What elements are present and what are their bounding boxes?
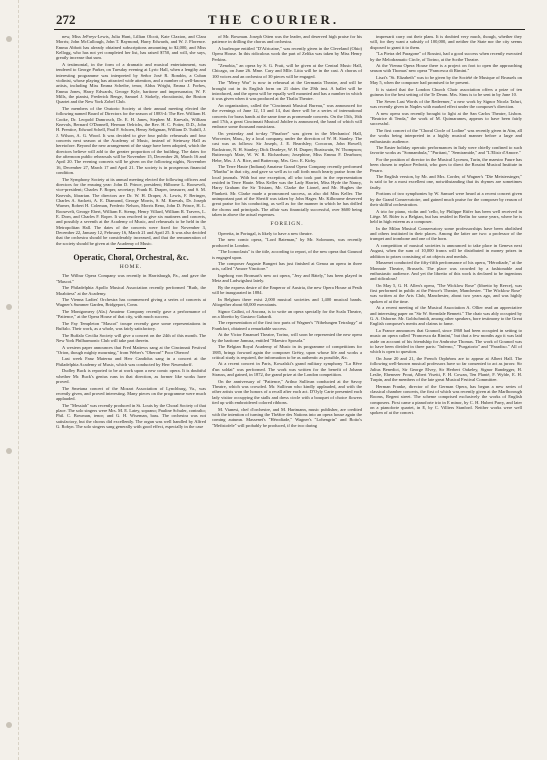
article-paragraph: "La Pietra del Paragone" of Rossini, had a good success when recently executed by the Melodramatic Circle, of Torino, at the Scribe Theatre. (370, 51, 522, 62)
col1-paragraphs (56, 34, 206, 246)
article-paragraph: On June 20 and 21, the French Orphéons are to appear at Albert Hall. The following well-known musical professors have so far consented to act as jurors: Sir Julius Benedict, Sir George Elvey, Sir Herbert Oakeley, Signor Randegger, H. Leslie, Ebenezer Prout, Albert Visetti, F. H. Cowan, Ten Planté, F. Wylde, E. H. Turpin, and the members of the late great Musical Festival Committee. (370, 355, 522, 383)
article-paragraph: At the Victor Emanuel Theatre, Torino, will soon be represented the new opera by the baritone Jamusa, entitled "Maestro Sposola." (212, 332, 362, 343)
article-paragraph: The new comic opera, "Lord Bateman," by Mr. Solomons, was recently produced in London. (212, 237, 362, 248)
section-subtitle-home: HOME. (119, 263, 143, 270)
article-paragraph: The representation of the first two parts of Wagner's "Nibelungen Tetralogy" at Frankfort, obtained a remarkable success. (212, 320, 362, 331)
binding-hole (6, 304, 12, 310)
article-paragraph: A testimonial, in the form of a dramatic and musical entertainment, was tendered to George Parker, on Tuesday evening at Lyric Hall, when a lengthy and interesting programme was interpreted by Señor José R. Rondón, a Cuban violinist, whose playing has attracted wide attention, and a number of well-known artists, including Miss Emma Scheibe, tenor, Aldus Wright, Emma J. Forbes, Emma Jones, Harry Edwards, George Kyle, baritone and impersonator, W. F. Mills, the pianist, Frederick Benge, Samuel J. Stokely, elocutionist, the Boston Quartet and the New York Zobel Club. (56, 61, 206, 105)
article-paragraph: The Symphony Society at its annual meeting elected the following officers and directors for the ensuing year: John D. Prince, president; Hilborne L. Roosevelt, vice-president; Charles F. Roper, secretary; Frank R. Draper, treasurer, and S. M. Knevals, librarian. The directors are Dr. W. H. Draper, A. Lewis, F. Beringer, Charles A. Sackett, A. E. Diamond, George Morris, S. M. Knevals, Dr. Joseph Warner, Robert H. Coleman, Frederic Nelson, Morris Reno, John D. Prince, H. L. Roosevelt, George Ebert, William E. Stemp, Henry Villard, William R. Travers, L. E. Dorn, and Charles F. Roper. It was resolved to give six matinees and concerts, and possibly a seventh at the Academy of Music, and rehearsals to be held in the Metropolitan Hall. The dates of the concerts were fixed for November 3, December 22, January 12, February 16, March 21 and April 25. It was also decided that the orchestra should be considerably increased, and that the remuneration of the society should be given at the Academy of Music. (56, 176, 206, 246)
article-paragraph: Ingeborg von Bronsart's new act opera, "Jery and Bätely," has been played in Metz and Ludwigslust lately. (212, 272, 362, 284)
article-paragraph: The members of the Oratorio Society at their annual meeting elected the following named Board of Directors for the season of 1883-4: The Rev. William H. Cooke, Dr. Leopold Damrosch, Dr. E. H. Janes, Stephen M. Knevals, William Knevals, Bernard O'Donnell, Herman Oelrichs, the Rev. H. C. Potter, D.D., John H. Prentice, Edward Schell, Paul F. Schoen, Henry Seligman, William D. Tuthill, J. J. Wilson, A. G. Wood. It was decided to give four public rehearsals and four concerts next season at the Academy of Music, instead of Steinway Hall as heretofore. Beyond the new arrangement of the stage have been adopted, which the directors believe will add to the greater proportion of the building. The dates for the afternoon public rehearsals will be November 15, December 26, March 16 and April 20. The evening concerts will be given on the following nights, November 16, December 27, March 17 and April 21. The society is in prosperous financial condition. (56, 105, 206, 175)
article-paragraph: The English version, by Mr. and Mrs. Corder, of Wagner's "Die Meistersinger," is said to be a most excellent one, notwithstanding that its rhymes are sometimes faulty. (370, 174, 522, 190)
article-paragraph: "Zenobia," an opera by S. G. Pratt, will be given at the Central Music Hall, Chicago, on June 26. Mme. Cary and Mlle. Litta will be in the cast. A chorus of 100 voices and an orchestra of 30 pieces will be engaged. (212, 63, 362, 79)
masthead: THE COURIER. (207, 12, 340, 27)
col2b-paragraphs (212, 231, 362, 428)
article-paragraph: An organization, called the "Cincinnati Musical Bureau," was announced for the evenings of June 12, 13 and 14, that there will be a series of international concerts for brass bands at the same time as promenade concerts. On the 15th, 16th and 17th, a great Cincinnati Musical Jubilee is announced, the band of which will embrace some thousand musicians. (212, 102, 362, 130)
article-paragraph: At a recent meeting of the Musical Association A. Ollier read an appreciative and interesting paper on "Sir W. Sterndale Bennett." The chair was ably occupied by G. A. Osborne. Mr. Goldschmidt, among other speakers, bore testimony to the Great English composer's merits and claims to fame. (370, 305, 522, 327)
article-paragraph: A new opera was recently brought to light at the San Carlos Theatre, Lisbon. "Beatrice di Tenda," the work of M. Quimarames, appears to have been fairly successful. (370, 110, 522, 127)
fold-line (18, 0, 19, 760)
article-paragraph: It is stated that the London Church Choir association offers a prize of ten guineas for the best setting of the Te Deum. Mrs. Sims is to be sent in by June 10. (370, 86, 522, 98)
article-paragraph: Signor Cailini, of Ancona, is to write an opera specially for the Scala Theatre, on a libretto by Gustavo Gabardi. (212, 308, 362, 319)
article-paragraph: The "Messiah" was recently produced in St. Louis by the Choral Society of that place. The solo singers were Mrs. M. E. Latey, soprano; Pauline Schuler, contralto; Phil. C. Bowman, tenor; and G. H. Wiseman, bass. The orchestra was not satisfactory, but the chorus did excellently. The organ was well handled by Alfred G. Robyn. The solo singers sang generally with good effect, especially in the case (56, 402, 206, 430)
binding-hole (6, 36, 12, 42)
article-paragraph: Liszt's "St. Elizabeth" was to be given by the Société de Musique of Brussels on May 5, when the composer had promised to be present. (370, 74, 522, 86)
article-paragraph: On May 5, G. H. Allen's opera, "The Wicklow Rose" (libretto by Reece), was first performed in public at the Prince's Theatre, Manchester. "The Wicklow Rose" was written at the Arts Club, Manchester, about two years ago, and was highly spoken of at the time. (370, 282, 522, 304)
article-paragraph: The Easter holiday operatic performances in Italy were chiefly confined to such favorite works as "Sonnambula," "Puritani," "Semiramide," and "L'Elisir d'Amore." (370, 145, 522, 156)
article-paragraph: Dudley Buck is reported to be at work upon a new comic opera. It is doubtful whether Mr. Buck's genius runs in that direction, as former like works have proved. (56, 368, 206, 384)
article-paragraph: The composer Auguste Bungert has just finished at Genoa an opera in three acts, called "Amore Vincitore." (212, 261, 362, 272)
section-title-operatic: Operatic, Choral, Orchestral, &c. (73, 252, 189, 262)
article-paragraph: The Smetana concert of the Mozart Association of Lynchburg, Va., was recently given, and proved interesting. Many pieces on the programme were much applauded. (56, 385, 206, 402)
article-paragraph: A trio for piano, violin and 'cello, by Philippe Rüfer has been well received in Liège. M. Rüfer is a Belgian, but has resided in Berlin for some years, where he is held in high esteem as a composer. (370, 208, 522, 225)
article-paragraph: Last week Fanz Materna and Herr Candidus sang in a concert at the Philadelphia Academy of Music, which was conducted by Herr Neuendorff. (56, 356, 206, 367)
article-paragraph: Herman Franke, director of the German Opera, has begun a new series of classical chamber concerts, the first of which was recently given at the Marlborough Rooms, Regent street. The scheme comprised exclusively the works of English composers. First came a pianoforte trio in E minor, by C. H. Hubert Parry, and later on a pianoforte quartet, in E, by C. Villiers Stanford. Neither works were well spoken of at the concert. (370, 383, 522, 416)
binding-hole (6, 722, 12, 728)
header-rule (54, 29, 525, 30)
article-paragraph: The Fay Templeton "Mascot" troupe recently gave some representations in Buffalo. Their work, as a whole, was fairly satisfactory. (56, 320, 206, 332)
article-paragraph: The Wilbur Opera Company was recently in Harrisburgh, Pa., and gave the "Mascot." (56, 273, 206, 284)
article-paragraph: The Seven Last Words of the Redeemer," a new work by Signor Nicola Tafuri, was recently given in Naples with marked effect under the composer's direction. (370, 98, 522, 110)
col1b-paragraphs (56, 273, 206, 429)
article-paragraph: At the Vienna Opera House there is a project on foot to open the approaching season with Thomas' new opera "Francesca di Rimini." (370, 63, 522, 74)
column-1 (56, 34, 206, 746)
article-paragraph: On the anniversary of "Patience," Arthur Sullivan conducted at the Savoy Theatre, which was crowded. Mr. Sullivan who kindly applauded, and with the other artists won the honors of a recall after each act. D'Oyly Carte presented each lady visitor occupying the stalls and dress circle with a bouquet of choice flowers tied up with embroidered colored ribbons. (212, 378, 362, 406)
separator (116, 248, 146, 249)
section-title-foreign: FOREIGN. (270, 221, 304, 228)
article-paragraph: Portions of two symphonies by W. Samuel were heard at a recent concert given by the Grand Conservatoire, and gained much praise for the composer by reason of their skillful orchestration. (370, 191, 522, 208)
article-paragraph: M. Vianesi, chef d'orchestre, and M. Hartmann, music publisher, are credited with the intention of turning the Théâtre des Nations into an opera house again the coming autumn. Massenet's "Hérodiade," Wagner's "Lohengrin" and Boito's "Mefistofele" will probably be produced, if the two daring (212, 406, 362, 428)
article-paragraph: Massenet conducted the fifty-fifth performance of his opera, "Hérodiade," at the Monnaie Theatre, Brussels. The place was crowded by a fashionable and enthusiastic audience. And yet the libretto of this work is declared to be ingenious and ridiculous! (370, 260, 522, 282)
article-paragraph: La France announces that Gounod, since 1868 had been occupied in setting to music an opera called "Francesca da Rimini," but that a few months ago it was laid aside on account of his friendship for Ambroise Thomas. The work of Gounod was to have been divided in three parts: "Inferno," "Purgatorio" and "Paradiso." All of which is open to question. (370, 327, 522, 355)
article-paragraph: In Belgium there exist 2,000 musical societies and 1,400 musical bands. Altogether about 60,000 executants. (212, 296, 362, 308)
article-paragraph: In the Milan Musical Conservatory some professorships have been abolished and others instituted in their places. Among the latter are two: a professor of the trumpet and trombone and one of the horn. (370, 225, 522, 242)
binding-hole (6, 448, 12, 454)
article-paragraph: The Belgian Royal Academy of Music in its programme of competitions for 1885, brings forward again the composer Grétry, upon whose life and works a critical study is required, the information to be as authentic as possible, &c. (212, 344, 362, 360)
article-paragraph: The Vienna Ladies' Orchestra has commenced giving a series of concerts at Wagner's Summer Garden, Bridgeport, Conn. (56, 297, 206, 308)
article-paragraph: The first concert of the "Choral Circle of Lodine" was recently given in Aim, all the works being interpreted in a highly musical manner before a large and enthusiastic audience. (370, 127, 522, 144)
article-paragraph: The Buffalo Cecilia Society will give a concert on the 24th of this month. The New York Philharmonic Club will take part therein. (56, 332, 206, 344)
column-3 (370, 34, 522, 746)
article-paragraph: At a recent concert in Paris, Kowalski's grand military symphony "La Rêve d'un soldat" was performed. The work was written for the benefit of Johann Strauss, and gained, in 1872, the grand prize at the London competition. (212, 361, 362, 378)
article-paragraph: A western paper announces that Fred Mattews sang at the Cincinnati Festival "Orion, though mighty mourning," from Weber's "Oberon!" Poor Oberon! (56, 344, 206, 355)
article-paragraph: The Philadelphia Apollo Musical Association recently performed "Ruth, the Moabitess" at the Academy. (56, 285, 206, 296)
article-paragraph: impresarii carry out their plans. It is doubted very much, though, whether they will, for they want a subsidy of 100,000, and neither the State nor the city seems disposed to grant it to them. (370, 34, 522, 50)
column-2 (212, 34, 362, 746)
article-paragraph: Operetta, in Portugal, is likely to have a new theatre. (218, 230, 313, 236)
article-paragraph: new, Miss JeFreys-Lewis, Julia Hunt, Lillian Olcott, Kate Claxton, and Clara Morris; John McCullough, John T. Raymond, Harry Edwards, and W. J. Florence. Emma Abbott has already obtained subscriptions amounting to $2,000, and Miss Kellogg, who has not yet completed her list, has raised $750, and will, she says, greatly increase that sum. (56, 34, 206, 61)
article-paragraph: On yesterday and to-day "Pinafore" was given in the Mechanics' Hall, Worcester, Mass., by a local company, under the direction of W. H. Stanley. The cast was as follows: Sir Joseph, J. E. Beardsley; Corcoran, John Howell; Rackstraw, N. H. Stanley; Dick Deadeye, W. H. Draper; Boatswain, W. Thompson; Buttercup's Mate, W. W. R. Richardson; Josephine, Miss Emma F. Dearborn; Hebe, Mrs. J. A. Rice, and Buttercup, Mrs. Geo. E. Kirby. (212, 130, 362, 163)
article-paragraph: The "Merry War" is now in rehearsal at the Germania Theatre, and will be brought out in its English form on 21 dates the 29th inst. A ballet will be introduced, and the opera will be equally well mounted and has a number in which it was given when it was produced at the Thalia Theatre. (212, 80, 362, 102)
article-paragraph: "The Iconoclasts" is the title, according to report, of the new opera that Gounod is engaged upon. (212, 249, 362, 260)
article-paragraph: The Terre Haute (Indiana) Amateur Grand Opera Company recently performed "Martha" in that city, and gave so well as to call forth much hearty praise from the local journals. With but one exception, all who took part in the representation resided in Terre Haute. Miss Keller was the Lady Harriet, Miss Hyde the Nancy, Harry Graham the Sir Tristam, Mr. Clarke the Lionel, and Mr. Hughes the Plunkett. Mr. Clarke made a pronounced success, as also did Miss Keller. The unimportant part of the Sheriff was taken by John Hager. Mr. Kilbourne deserved great praise for his conducting, as well as for the manner in which he has drilled the chorus and principals. The affair was financially successful, over $600 being taken in above the actual expenses. (212, 164, 362, 218)
col2-paragraphs (212, 34, 362, 217)
col3-paragraphs (370, 34, 522, 416)
article-paragraph: By the express desire of the Emperor of Austria, the new Opera House at Pesth will be inaugurated in 1884. (212, 284, 362, 296)
article-paragraph: A burlesque entitled "D'Africaine," was recently given in the Cleveland (Ohio) Opera House. In this ridiculous work the part of Zelika was taken by Miss Henry Perkins. (212, 45, 362, 62)
article-paragraph: of Mr. Bowman. Joseph Otten was the leader, and deserved high praise for his patience in drilling the chorus and orchestra. (212, 34, 362, 45)
article-paragraph: The Montgomery (Ala.) Amateur Company recently gave a performance of "Patience," at the Opera House of that city, with much success. (56, 308, 206, 320)
page-number: 272 (56, 12, 76, 27)
article-paragraph: For the position of director in the Musical Lyceum, Turin, the maestro Faure has been chosen to replace Pedrotti, who goes to direct the Rossini Musical Institute in Pesaro. (370, 156, 522, 173)
article-paragraph: A competition of musical societies is announced to take place in Geneva next August, when the sum of 10,000 francs will be distributed in money prizes in addition to prizes consisting of art objects and medals. (370, 243, 522, 259)
